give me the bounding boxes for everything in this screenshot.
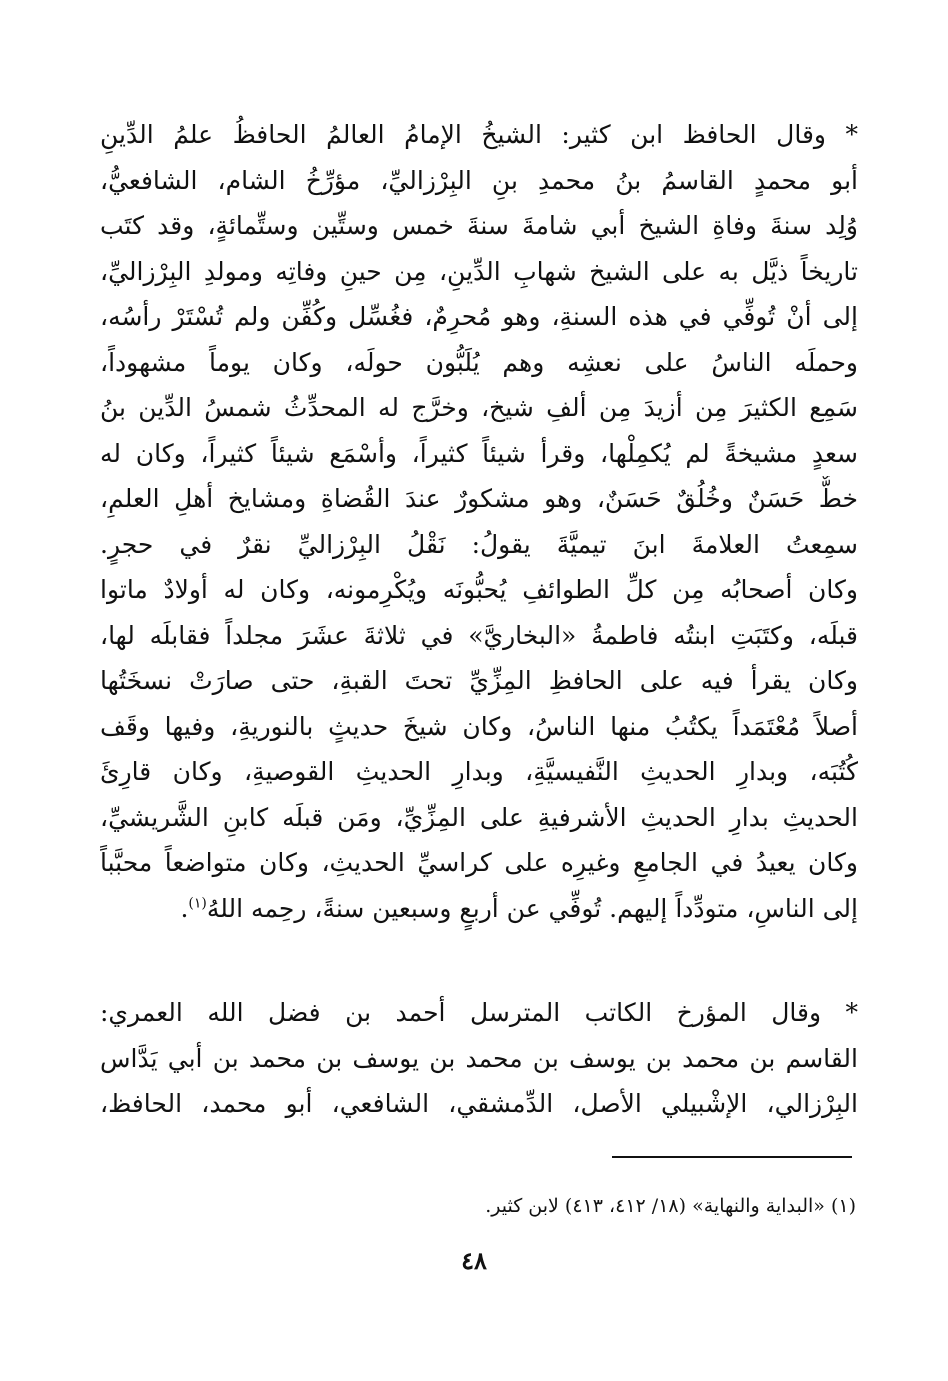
text-line: وكان أصحابُه مِن كلِّ الطوائفِ يُحبُّونَه ويُكْرِمونه، وكان له أولادٌ ماتوا [100, 575, 858, 604]
text-line: كُتُبَه، وبدارِ الحديثِ النَّفيسيَّةِ، وبدارِ الحديثِ القوصيةِ، وكان قارِئَ [100, 757, 858, 786]
footnote-text: (١) «البداية والنهاية» (١٨/ ٤١٢، ٤١٣) لابن كثير. [485, 1195, 856, 1217]
text-line: إلى أنْ تُوفِّي في هذه السنةِ، وهو مُحرِمٌ، فغُسِّل وكُفِّن ولم تُسْتَرْ رأسُه، [100, 302, 858, 331]
text-line: قبلَه، وكتَبَتِ ابنتُه فاطمةُ «البخاريَّ» في ثلاثةَ عشَرَ مجلداً فقابلَه لها، [100, 620, 858, 650]
text-line: تاريخاً ذيَّل به على الشيخ شهابِ الدِّينِ، مِن حينِ وفاتِه ومولدِ البِرْزاليِّ، [100, 256, 858, 286]
text-line: سمِعتُ العلامةَ ابنَ تيميَّةَ يقولُ: نَقْلُ البِرْزاليِّ نقرٌ في حجرٍ. [100, 529, 858, 559]
text-line: القاسم بن محمد بن يوسف بن محمد بن يوسف بن محمد بن أبي يَدَّاس [100, 1043, 858, 1073]
text-line: وكان يعيدُ في الجامعِ وغيرِه على كراسيِّ الحديثِ، وكان متواضعاً محبَّباً [100, 848, 858, 877]
text-line: * وقال المؤرخ الكاتب المترسل أحمد بن فضل الله العمري: [100, 998, 858, 1027]
page-number: ٤٨ [461, 1246, 487, 1275]
text-line: أبو محمدٍ القاسمُ بنُ محمدِ بنِ البِرْزاليِّ، مؤرِّخُ الشام، الشافعيُّ، [100, 165, 858, 195]
text-line: * وقال الحافظ ابن كثير: الشيخُ الإمامُ العالمُ الحافظُ علمُ الدِّينِ [100, 120, 858, 149]
text-line-content: إلى الناسِ، متودِّداً إليهم. تُوفِّي عن أربعٍ وسبعين سنةً، رحِمه اللهُ [206, 893, 858, 923]
text-line: سعدٍ مشيخةً لم يُكمِلْها، وقرأ شيئاً كثيراً، وأسْمَع شيئاً كثيراً، وكان له [100, 438, 858, 468]
text-line: وحملَه الناسُ على نعشِه وهم يُلَبُّون حولَه، وكان يوماً مشهوداً، [100, 347, 858, 377]
text-line: سَمِع الكثيرَ مِن أزيدَ مِن ألفِ شيخ، وخرَّج له المحدِّثُ شمسُ الدِّين بنُ [100, 393, 858, 422]
text-line: خطٌّ حَسَنٌ وخُلُقٌ حَسَنٌ، وهو مشكورٌ عندَ القُضاةِ ومشايخ أهلِ العلمِ، [100, 484, 858, 513]
footnote-divider [612, 1156, 852, 1158]
text-line: وُلِد سنةَ وفاةِ الشيخ أبي شامةَ سنةَ خمس وستِّين وستِّمائةٍ، وقد كتَب [100, 211, 858, 240]
text-line-last [100, 886, 858, 932]
sentence-end: . [180, 893, 189, 923]
text-line: البِرْزالي، الإشْبيلي الأصل، الدِّمشقي، الشافعي، أبو محمد، الحافظ، [100, 1089, 858, 1118]
text-line: الحديثِ بدارِ الحديثِ الأشرفيةِ على المِزِّيِّ، ومَن قبلَه كابنِ الشَّريشيِّ، [100, 802, 858, 832]
paragraph-al-umari [100, 990, 858, 1127]
paragraph-ibn-kathir [100, 112, 858, 931]
footnote-marker[interactable]: (١) [188, 895, 207, 912]
text-line: أصلاً مُعْتَمَداً يكتُبُ منها الناسُ، وكان شيخَ حديثٍ بالنوريةِ، وفيها وقَف [100, 711, 858, 741]
text-line: وكان يقرأ فيه على الحافظِ المِزِّيِّ تحتَ القبةِ، حتى صارَتْ نسخَتُها [100, 666, 858, 695]
